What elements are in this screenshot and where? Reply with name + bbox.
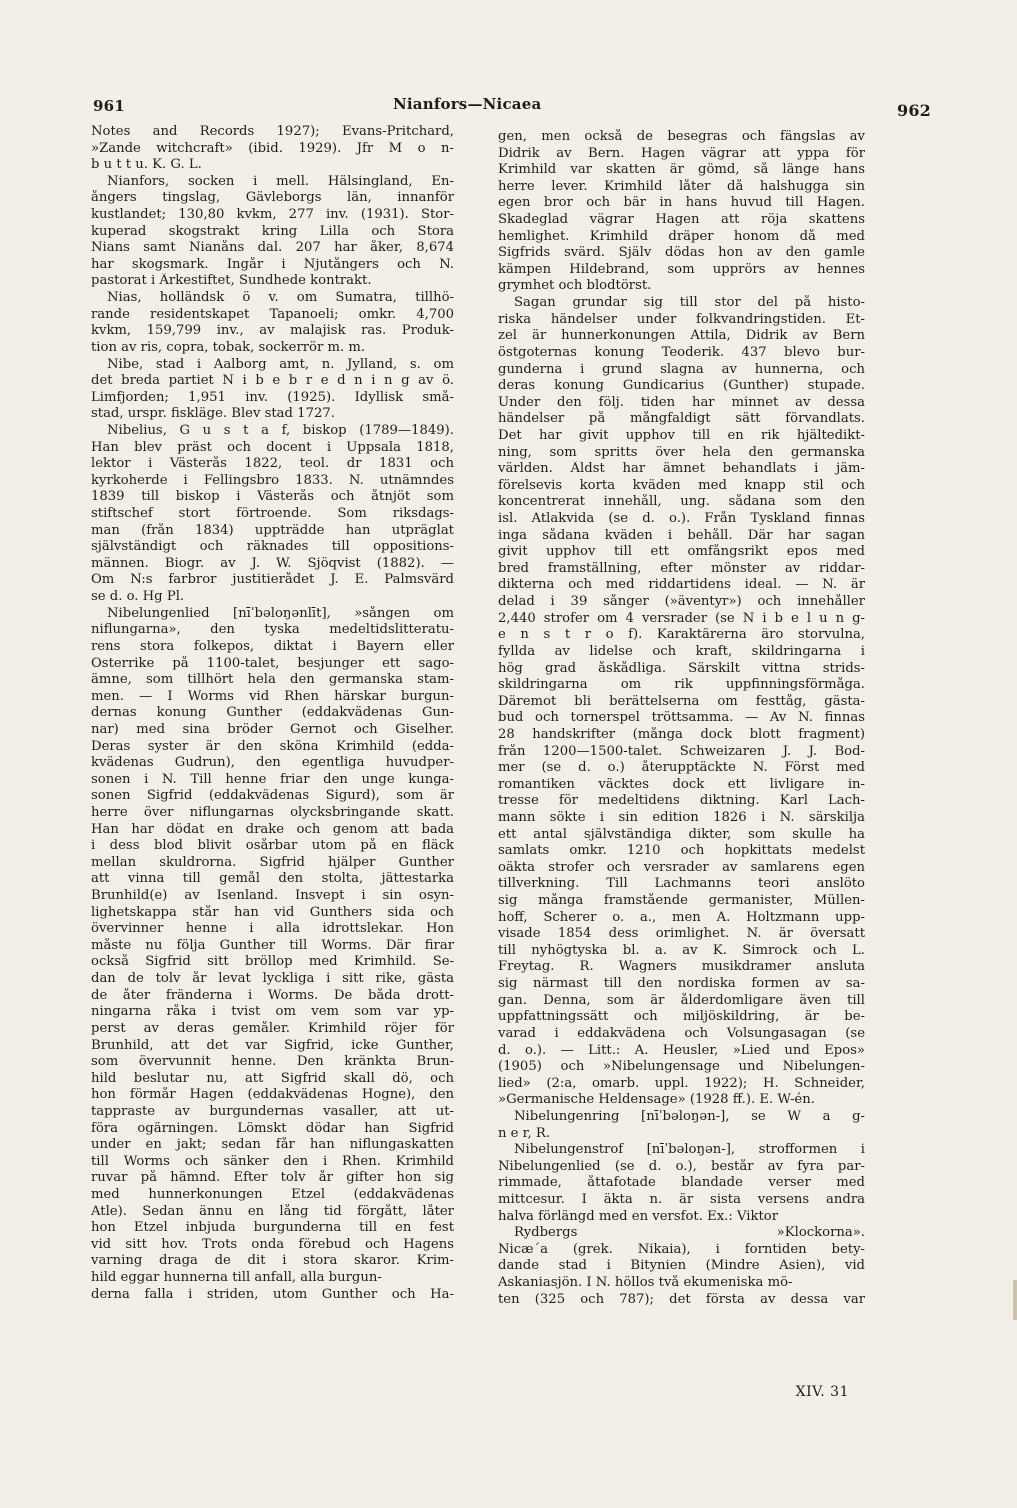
text-line: men. — I Worms vid Rhen härskar burgun- xyxy=(91,688,454,704)
text-line: nar) med sina bröder Gernot och Giselher. xyxy=(91,721,454,737)
text-line: Limfjorden; 1,951 inv. (1925). Idyllisk små- xyxy=(91,389,454,405)
text-line: oäkta strofer och versrader av samlarens egen xyxy=(498,859,865,875)
text-line: tion av ris, copra, tobak, sockerrör m. m. xyxy=(91,339,366,355)
text-line: måste nu följa Gunther till Worms. Där firar xyxy=(91,937,454,953)
text-line: Brunhild, att det var Sigfrid, icke Gunther, xyxy=(91,1037,454,1053)
text-line: 1839 till biskop i Västerås och åtnjöt som xyxy=(91,489,454,505)
text-line: Brunhild(e) av Isenland. Insvept i sin osyn- xyxy=(91,888,454,904)
text-line: man (från 1834) uppträdde han utpräglat xyxy=(91,522,454,538)
text-line: samlats omkr. 1210 och hopkittats medelst xyxy=(498,843,865,859)
text-line: Sigfrids svärd. Själv dödas hon av den gamle xyxy=(498,245,865,261)
running-title: Nianfors—Nicaea xyxy=(393,95,542,113)
text-line: egen bror och bär in hans huvud till Hagen. xyxy=(498,195,865,211)
text-line: under en jakt; sedan får han niflungaskatten xyxy=(91,1137,454,1153)
text-line: lied» (2:a, omarb. uppl. 1922); H. Schneider, xyxy=(498,1075,865,1091)
text-line: hoff, Scherer o. a., men A. Holtzmann upp- xyxy=(498,909,865,925)
text-line: zel är hunnerkonungen Attila, Didrik av Bern xyxy=(498,328,865,344)
text-line: 28 handskrifter (många dock blott fragment) xyxy=(498,726,865,742)
text-line: från 1200—1500-talet. Schweizaren J. J. Bod- xyxy=(498,743,865,759)
text-line: rimmade, åttafotade blandade verser med xyxy=(498,1175,865,1191)
text-line: vid sitt hov. Trots onda förebud och Hagens xyxy=(91,1236,454,1252)
text-line: se d. o. Hg Pl. xyxy=(91,589,185,605)
text-line: i dess blod blivit osårbar utom på en fläck xyxy=(91,838,454,854)
text-line: sig närmast till den nordiska formen av sa- xyxy=(498,976,865,992)
text-line: varning draga de dit i stora skaror. Krim- xyxy=(91,1253,454,1269)
text-line: Nibelungenlied (se d. o.), består av fyra par- xyxy=(498,1158,865,1174)
text-line: ningarna råka i tvist om vem som var yp- xyxy=(91,1004,454,1020)
text-line: ett antal självständiga dikter, som skulle ha xyxy=(498,826,865,842)
text-line: Nibelungenstrof [nīˈbəloŋən-], strofformen i xyxy=(514,1142,865,1158)
text-line: rens stora folkepos, diktat i Bayern eller xyxy=(91,638,454,654)
text-line: det breda partiet N i b e b r e d n i n g av ö. xyxy=(91,373,454,389)
text-line: mer (se d. o.) återupptäckte N. Först med xyxy=(498,760,865,776)
text-line: »Zande witchcraft» (ibid. 1929). Jfr M o n- xyxy=(91,140,454,156)
text-line: tappraste av burgundernas vasaller, att ut- xyxy=(91,1103,454,1119)
text-line: ning, som spritts över hela den germanska xyxy=(498,444,865,460)
left-text-column xyxy=(91,124,454,1303)
text-line: att vinna till gemål den stolta, jättestarka xyxy=(91,871,454,887)
text-line: niflungarna», den tyska medeltidslitteratu- xyxy=(91,622,454,638)
text-line: föra ogärningen. Lömskt dödar han Sigfrid xyxy=(91,1120,454,1136)
text-line: världen. Äldst har ämnet behandlats i jäm- xyxy=(498,461,865,477)
text-line: Nianfors, socken i mell. Hälsingland, En- xyxy=(107,173,454,189)
text-line: Han har dödat en drake och genom att bada xyxy=(91,821,454,837)
text-line: fyllda av lidelse och kraft, skildringarna i xyxy=(498,643,865,659)
text-line: d. o.). — Litt.: A. Heusler, »Lied und Epos» xyxy=(498,1042,865,1058)
text-line: Deras syster är den sköna Krimhild (edda- xyxy=(91,738,454,754)
text-line: också Sigfrid sitt bröllop med Krimhild. Se- xyxy=(91,954,454,970)
text-line: Krimhild var skatten är gömd, så länge hans xyxy=(498,162,865,178)
text-line: Österrike på 1100-talet, besjunger ett sago- xyxy=(91,655,454,671)
text-line: Nians samt Nianåns dal. 207 har åker, 8,674 xyxy=(91,240,454,256)
text-line: n e r, R. xyxy=(498,1125,551,1141)
text-line: Nias, holländsk ö v. om Sumatra, tillhö- xyxy=(107,290,454,306)
text-line: deras konung Gundicarius (Gunther) stupade. xyxy=(498,378,865,394)
text-line: koncentrerat innehåll, ung. sådana som den xyxy=(498,494,865,510)
text-line: händelser på mångfaldigt sätt förvandlats. xyxy=(498,411,865,427)
text-line: hög grad åskådliga. Särskilt vittna strids- xyxy=(498,660,865,676)
text-line: bred framställning, efter mönster av riddar- xyxy=(498,560,865,576)
text-line: rande residentskapet Tapanoeli; omkr. 4,700 xyxy=(91,306,454,322)
text-line: ångers tingslag, Gävleborgs län, innanför xyxy=(91,190,454,206)
text-line: ruvar på hämnd. Efter tolv år gifter hon sig xyxy=(91,1170,454,1186)
text-line: varad i eddakvädena och Volsungasagan (se xyxy=(498,1025,865,1041)
text-line: »Germanische Heldensage» (1928 ff.). E. W-én. xyxy=(498,1092,815,1108)
text-line: Notes and Records 1927); Evans-Pritchard, xyxy=(91,124,454,139)
text-line: Om N:s farbror justitierådet J. E. Palmsvärd xyxy=(91,572,454,588)
text-line: Under den följ. tiden har minnet av dessa xyxy=(498,394,865,410)
text-line: gan. Denna, som är ålderdomligare även till xyxy=(498,992,865,1008)
right-text-column xyxy=(498,129,865,1308)
text-line: Han blev präst och docent i Uppsala 1818, xyxy=(91,439,454,455)
text-line: som övervunnit henne. Den kränkta Brun- xyxy=(91,1054,454,1070)
text-line: lektor i Västerås 1822, teol. dr 1831 och xyxy=(91,456,454,472)
text-line: bud och tornerspel tröttsamma. — Av N. finnas xyxy=(498,710,865,726)
text-line: Nicæ´a (grek. Nikaia), i forntiden bety- xyxy=(498,1241,865,1257)
text-line: isl. Atlakvida (se d. o.). Från Tyskland finnas xyxy=(498,511,865,527)
text-line: männen. Biogr. av J. W. Sjöqvist (1882). — xyxy=(91,555,454,571)
signature-mark: XIV. 31 xyxy=(795,1384,849,1400)
text-line: Nibelius, G u s t a f, biskop (1789—1849). xyxy=(107,422,454,438)
text-line: skildringarna om rik uppfinningsförmåga. xyxy=(498,677,865,693)
text-line: till nyhögtyska bl. a. av K. Simrock och L. xyxy=(498,942,865,958)
text-line: romantiken väcktes dock ett livligare in- xyxy=(498,776,865,792)
text-line: visade 1854 dess orimlighet. N. är översatt xyxy=(498,926,865,942)
text-line: Atle). Sedan ännu en lång tid förgått, låter xyxy=(91,1203,454,1219)
text-line: Nibe, stad i Aalborg amt, n. Jylland, s. om xyxy=(107,356,454,372)
text-line: hon Etzel inbjuda burgunderna till en fest xyxy=(91,1220,454,1236)
text-line: tresse för medeltidens diktning. Karl Lach- xyxy=(498,793,865,809)
text-line: med hunnerkonungen Etzel (eddakvädenas xyxy=(91,1187,454,1202)
text-line: självständigt och räknades till oppositions- xyxy=(91,539,454,555)
text-line: riska händelser under folkvandringstiden. Et- xyxy=(498,311,865,327)
text-line: Askaniasjön. I N. höllos två ekumeniska mö- xyxy=(498,1275,793,1291)
text-line: stad, urspr. fiskläge. Blev stad 1727. xyxy=(91,406,335,422)
text-line: de åter fränderna i Worms. De båda drott- xyxy=(91,987,454,1003)
text-line: stiftschef stort förtroende. Som riksdags- xyxy=(91,506,454,522)
text-line: dan de tolv år levat lyckliga i sitt rike, gästa xyxy=(91,971,454,987)
text-line: kämpen Hildebrand, som upprörs av hennes xyxy=(498,261,865,277)
text-line: hemlighet. Krimhild dräper honom då med xyxy=(498,228,865,244)
text-line: hild eggar hunnerna till anfall, alla burgun- xyxy=(91,1270,382,1286)
text-line: kuperad skogstrakt kring Lilla och Stora xyxy=(91,223,454,239)
text-line: hild beslutar nu, att Sigfrid skall dö, och xyxy=(91,1070,454,1086)
text-line: dernas konung Gunther (eddakvädenas Gun- xyxy=(91,705,454,721)
text-line: östgoternas konung Teoderik. 437 blevo bur- xyxy=(498,344,865,360)
text-line: mittcesur. I äkta n. är sista versens andra xyxy=(498,1192,865,1207)
text-line: tillverkning. Till Lachmanns teori anslöto xyxy=(498,876,865,892)
text-line: b u t t u. K. G. L. xyxy=(91,157,202,173)
text-line: förelsevis korta kväden med knapp stil och xyxy=(498,477,865,493)
text-line: uppfattningssätt och miljöskildring, är be- xyxy=(498,1009,865,1025)
text-line: sig många framstående germanister, Müllen- xyxy=(498,893,865,909)
text-line: Sagan grundar sig till stor del på histo- xyxy=(514,295,865,311)
text-line: (1905) och »Nibelungensage und Nibelungen- xyxy=(498,1059,865,1075)
text-line: perst av deras gemåler. Krimhild röjer för xyxy=(91,1020,454,1036)
text-line: kyrkoherde i Fellingsbro 1833. N. utnämndes xyxy=(91,472,454,488)
text-line: övervinner henne i alla idrottslekar. Hon xyxy=(91,921,454,937)
text-line: kustlandet; 130,80 kvkm, 277 inv. (1931). Stor- xyxy=(91,207,454,223)
text-line: ämne, som tillhört hela den germanska stam- xyxy=(91,672,454,688)
text-line: herre över niflungarnas olycksbringande skatt. xyxy=(91,804,454,820)
text-line: Didrik av Bern. Hagen vägrar att yppa för xyxy=(498,145,865,161)
text-line: givit upphov till ett omfångsrikt epos med xyxy=(498,544,865,560)
text-line: lighetskappa står han vid Gunthers sida och xyxy=(91,904,454,920)
text-line: e n s t r o f). Karaktärerna äro storvulna, xyxy=(498,627,865,643)
text-line: Däremot bli berättelserna om festtåg, gästa- xyxy=(498,693,865,709)
text-line: Det har givit upphov till en rik hjältedikt- xyxy=(498,427,865,443)
right-page-number: 962 xyxy=(897,101,931,120)
text-line: har skogsmark. Ingår i Njutångers och N. xyxy=(91,256,454,272)
text-line: Freytag. R. Wagners musikdramer ansluta xyxy=(498,959,865,975)
text-line: hon förmår Hagen (eddakvädenas Hogne), den xyxy=(91,1087,454,1103)
text-line: inga sådana kväden i behåll. Där har sagan xyxy=(498,527,865,543)
text-line: kvädenas Gudrun), den egentliga huvudper- xyxy=(91,755,454,771)
text-line: mellan skuldrorna. Sigfrid hjälper Gunther xyxy=(91,854,454,870)
page-edge-mark xyxy=(1013,1280,1017,1320)
text-line: 2,440 strofer om 4 versrader (se N i b e l u n g- xyxy=(498,610,865,626)
text-line: Rydbergs »Klockorna». xyxy=(514,1225,865,1241)
text-line: sonen i N. Till henne friar den unge kunga- xyxy=(91,771,454,787)
left-page-number: 961 xyxy=(93,97,125,115)
text-line: pastorat i Ärkestiftet, Sundhede kontrakt. xyxy=(91,273,372,289)
text-line: dande stad i Bitynien (Mindre Asien), vid xyxy=(498,1258,865,1274)
text-line: ten (325 och 787); det första av dessa var xyxy=(498,1291,865,1307)
text-line: halva förlängd med en versfot. Ex.: Viktor xyxy=(498,1208,779,1224)
text-line: derna falla i striden, utom Gunther och Ha- xyxy=(91,1286,454,1302)
text-line: Skadeglad vägrar Hagen att röja skattens xyxy=(498,212,865,228)
text-line: dikterna och med riddartidens ideal. — N. är xyxy=(498,577,865,593)
text-line: Nibelungenring [nīˈbəloŋən-], se W a g- xyxy=(514,1108,865,1124)
text-line: Nibelungenlied [nīˈbəloŋənlīt], »sången om xyxy=(107,605,454,621)
text-line: delad i 39 sånger (»äventyr») och innehåller xyxy=(498,594,865,610)
text-line: herre lever. Krimhild låter då halshugga sin xyxy=(498,178,865,194)
text-line: gen, men också de besegras och fängslas av xyxy=(498,129,865,144)
text-line: sonen Sigfrid (eddakvädenas Sigurd), som är xyxy=(91,788,454,804)
text-line: grymhet och blodtörst. xyxy=(498,278,652,294)
text-line: mann sökte i sin edition 1826 i N. särskilja xyxy=(498,809,865,825)
text-line: gunderna i grund slagna av hunnerna, och xyxy=(498,361,865,377)
text-line: kvkm, 159,799 inv., av malajisk ras. Produk- xyxy=(91,323,454,339)
text-line: till Worms och sänker den i Rhen. Krimhild xyxy=(91,1153,454,1169)
